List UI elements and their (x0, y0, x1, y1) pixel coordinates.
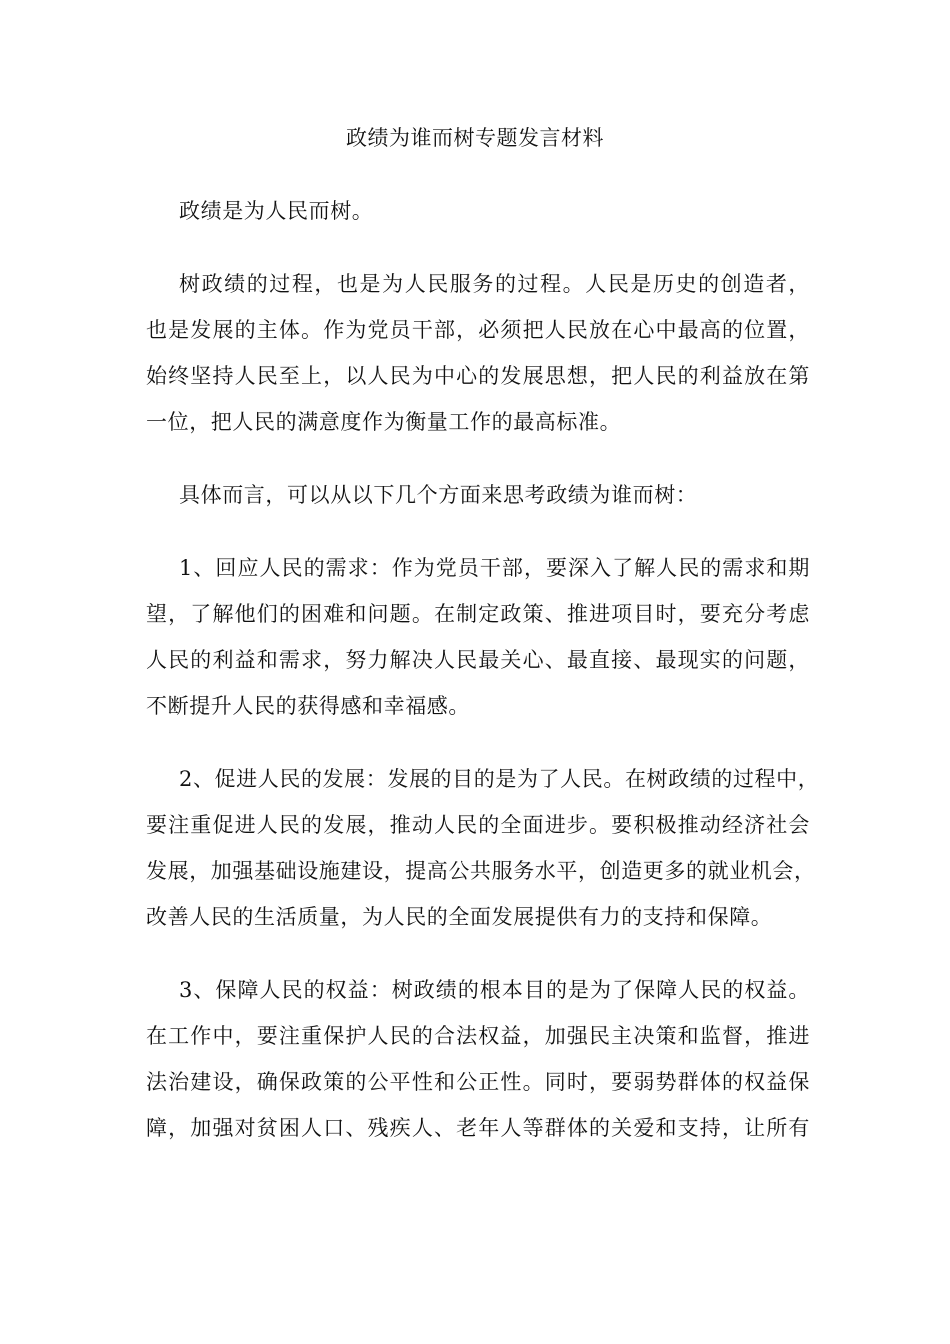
paragraph-line: 一位，把人民的满意度作为衡量工作的最高标准。 (146, 410, 622, 434)
paragraph-line: 树政绩的过程，也是为人民服务的过程。人民是历史的创造者， (179, 272, 810, 296)
paragraph-line: 不断提升人民的获得感和幸福感。 (146, 694, 470, 718)
paragraph-line: 望，了解他们的困难和问题。在制定政策、推进项目时，要充分考虑 (146, 602, 810, 626)
paragraph (146, 967, 810, 1151)
paragraph-line: 具体而言，可以从以下几个方面来思考政绩为谁而树： (179, 483, 698, 507)
paragraph (146, 472, 810, 518)
paragraph-line: 人民的利益和需求，努力解决人民最关心、最直接、最现实的问题， (146, 648, 810, 672)
paragraph-line: 要注重促进人民的发展，推动人民的全面进步。要积极推动经济社会 (146, 813, 810, 837)
paragraph-line: 始终坚持人民至上，以人民为中心的发展思想，把人民的利益放在第 (146, 364, 810, 388)
paragraph (146, 545, 810, 729)
document-title: 政绩为谁而树专题发言材料 (346, 126, 604, 150)
paragraph-line: 法治建设，确保政策的公平性和公正性。同时，要弱势群体的权益保 (146, 1070, 810, 1094)
paragraph-line: 2、促进人民的发展：发展的目的是为了人民。在树政绩的过程中， (179, 767, 820, 791)
paragraph (146, 188, 810, 234)
paragraph-line: 政绩是为人民而树。 (179, 199, 374, 223)
paragraph (146, 756, 820, 940)
paragraph-line: 障，加强对贫困人口、残疾人、老年人等群体的关爱和支持，让所有 (146, 1116, 810, 1140)
paragraph (146, 261, 810, 445)
paragraph-line: 在工作中，要注重保护人民的合法权益，加强民主决策和监督，推进 (146, 1024, 810, 1048)
document-body (146, 188, 820, 1178)
paragraph-line: 3、保障人民的权益：树政绩的根本目的是为了保障人民的权益。 (179, 978, 810, 1002)
paragraph-line: 也是发展的主体。作为党员干部，必须把人民放在心中最高的位置， (146, 318, 810, 342)
paragraph-line: 1、回应人民的需求：作为党员干部，要深入了解人民的需求和期 (179, 556, 810, 580)
paragraph-line: 发展，加强基础设施建设，提高公共服务水平，创造更多的就业机会， (146, 859, 816, 883)
paragraph-line: 改善人民的生活质量，为人民的全面发展提供有力的支持和保障。 (146, 905, 773, 929)
